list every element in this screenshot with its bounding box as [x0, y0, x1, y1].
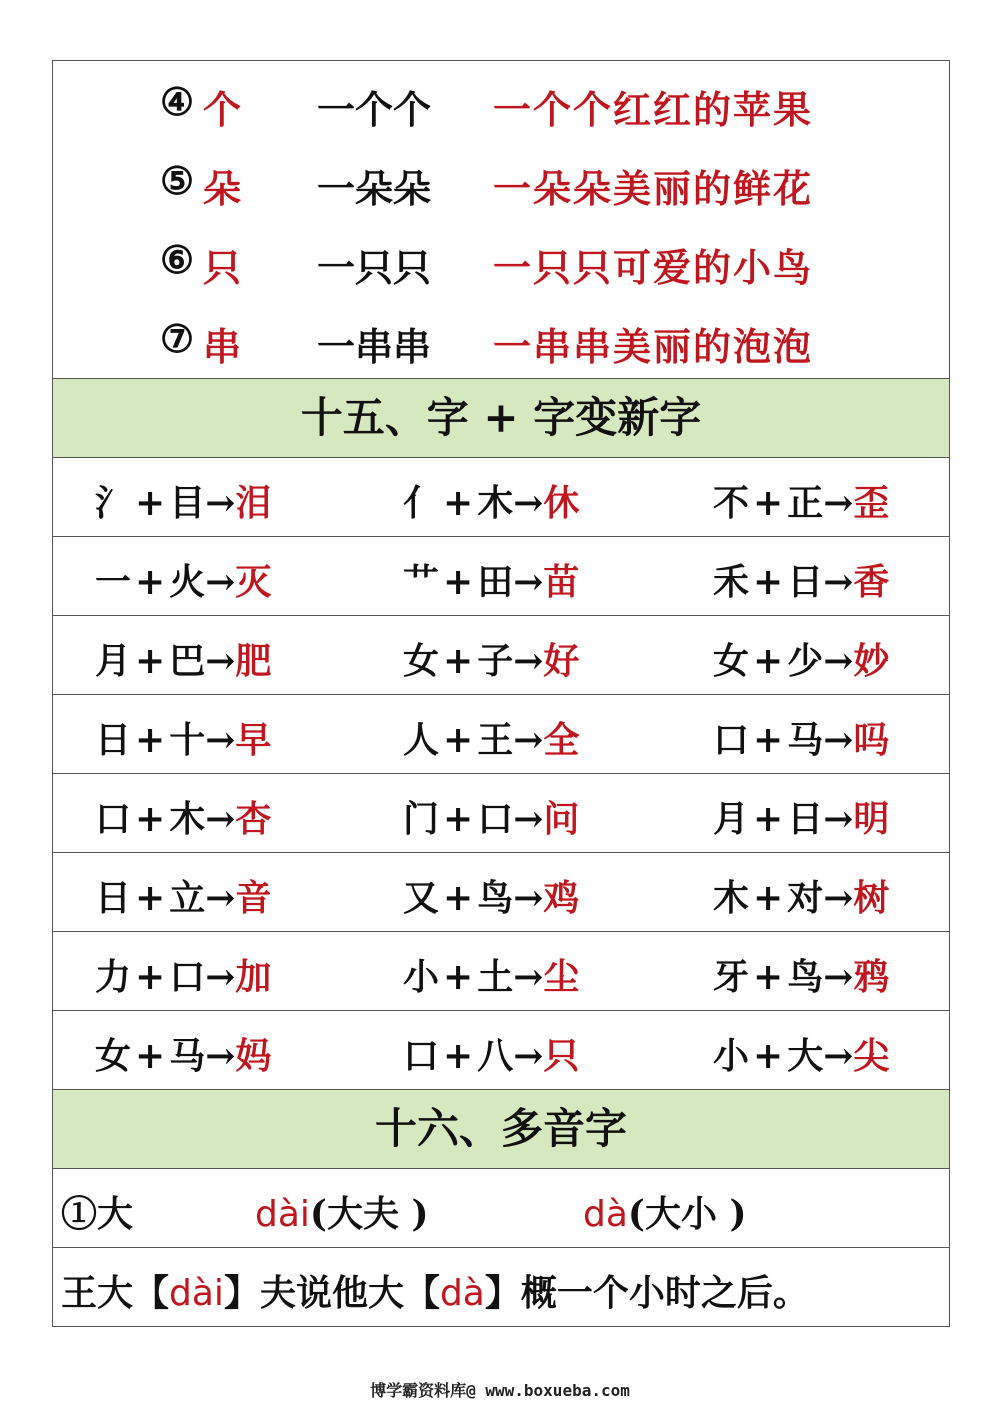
plus-sign: + — [443, 640, 474, 682]
combo-equation — [403, 791, 579, 842]
combo-result: 明 — [853, 798, 890, 840]
combo-result: 苗 — [543, 561, 580, 603]
arrow-icon: → — [205, 798, 236, 840]
item-number: ⑤ — [160, 158, 195, 203]
arrow-icon: → — [823, 1035, 854, 1077]
example-sentence — [61, 1265, 809, 1316]
reduplication: 一串串 — [317, 324, 432, 369]
plus-sign: + — [753, 561, 784, 603]
character-combination-table — [53, 458, 949, 1090]
arrow-icon: → — [823, 956, 854, 998]
combo-result: 泪 — [235, 482, 272, 524]
combo-part-a: 门 — [403, 798, 440, 840]
combo-part-a: 口 — [713, 719, 750, 761]
arrow-icon: → — [513, 640, 544, 682]
combo-equation — [713, 475, 889, 526]
combo-part-a: 月 — [713, 798, 750, 840]
combo-result: 早 — [235, 719, 272, 761]
combo-part-b: 少 — [787, 640, 824, 682]
plus-sign: + — [443, 719, 474, 761]
combo-equation — [403, 475, 579, 526]
combo-part-b: 巴 — [169, 640, 206, 682]
combo-row — [53, 616, 949, 695]
combo-part-b: 木 — [477, 482, 514, 524]
combo-result: 加 — [235, 956, 272, 998]
combo-part-b: 正 — [787, 482, 824, 524]
combo-part-a: 又 — [403, 877, 440, 919]
combo-equation — [403, 633, 579, 684]
combo-part-a: 日 — [95, 719, 132, 761]
combo-result: 音 — [235, 877, 272, 919]
combo-equation — [713, 870, 889, 921]
combo-part-a: 女 — [403, 640, 440, 682]
combo-row — [53, 932, 949, 1011]
arrow-icon: → — [513, 877, 544, 919]
combo-equation — [713, 712, 889, 763]
plus-sign: + — [135, 1035, 166, 1077]
combo-equation — [713, 791, 889, 842]
sentence-part: 】夫说他大【 — [223, 1272, 440, 1314]
combo-part-b: 对 — [787, 877, 824, 919]
measure-word-row — [53, 308, 949, 368]
combo-part-a: 人 — [403, 719, 440, 761]
pinyin-2: dà — [583, 1194, 628, 1235]
combo-equation — [95, 791, 271, 842]
reading-2 — [583, 1186, 747, 1237]
plus-sign: + — [753, 798, 784, 840]
example-phrase: 一只只可爱的小鸟 — [493, 245, 814, 290]
arrow-icon: → — [513, 719, 544, 761]
combo-equation — [713, 1028, 889, 1079]
combo-row — [53, 695, 949, 774]
combo-equation — [95, 475, 271, 526]
worksheet — [52, 60, 950, 1327]
plus-sign: + — [443, 877, 474, 919]
combo-equation — [95, 949, 271, 1000]
arrow-icon: → — [823, 482, 854, 524]
reduplication: 一个个 — [317, 87, 432, 132]
arrow-icon: → — [823, 561, 854, 603]
combo-part-a: 木 — [713, 877, 750, 919]
combo-part-b: 八 — [477, 1035, 514, 1077]
plus-sign: + — [443, 561, 474, 603]
arrow-icon: → — [513, 561, 544, 603]
measure-word-char: 朵 — [203, 166, 242, 211]
example-2: (大小 ) — [627, 1193, 747, 1235]
section-16-heading: 十六、多音字 — [53, 1090, 949, 1169]
combo-part-b: 马 — [169, 1035, 206, 1077]
combo-part-b: 木 — [169, 798, 206, 840]
pinyin-1: dài — [255, 1194, 310, 1235]
arrow-icon: → — [823, 719, 854, 761]
combo-part-b: 子 — [477, 640, 514, 682]
combo-result: 树 — [853, 877, 890, 919]
footer-watermark: 博学霸资料库@ www.boxueba.com — [370, 1381, 630, 1400]
example-phrase: 一朵朵美丽的鲜花 — [493, 166, 814, 211]
combo-row — [53, 458, 949, 537]
combo-equation — [713, 554, 889, 605]
example-phrase: 一个个红红的苹果 — [493, 87, 814, 132]
example-sentence-row — [53, 1248, 949, 1327]
combo-part-a: 女 — [713, 640, 750, 682]
plus-sign: + — [135, 798, 166, 840]
measure-word-char: 只 — [203, 245, 242, 290]
sentence-pinyin: dài — [169, 1273, 224, 1314]
combo-part-a: 艹 — [403, 561, 440, 603]
combo-part-a: 女 — [95, 1035, 132, 1077]
combo-row — [53, 774, 949, 853]
plus-sign: + — [753, 640, 784, 682]
combo-part-a: 日 — [95, 877, 132, 919]
plus-sign: + — [443, 482, 474, 524]
combo-result: 歪 — [853, 482, 890, 524]
combo-part-a: 禾 — [713, 561, 750, 603]
combo-part-b: 大 — [787, 1035, 824, 1077]
combo-part-a: 口 — [403, 1035, 440, 1077]
sentence-pinyin: dà — [439, 1273, 485, 1314]
plus-sign: + — [443, 956, 474, 998]
item-number: ⑥ — [160, 237, 195, 282]
reduplication: 一只只 — [317, 245, 432, 290]
combo-part-b: 口 — [477, 798, 514, 840]
combo-part-b: 鸟 — [477, 877, 514, 919]
combo-result: 问 — [543, 798, 580, 840]
arrow-icon: → — [205, 482, 236, 524]
arrow-icon: → — [513, 1035, 544, 1077]
combo-result: 妙 — [853, 640, 890, 682]
combo-equation — [713, 949, 889, 1000]
combo-result: 鸦 — [853, 956, 890, 998]
combo-result: 鸡 — [543, 877, 580, 919]
combo-equation — [403, 949, 579, 1000]
combo-part-b: 马 — [787, 719, 824, 761]
combo-part-b: 目 — [169, 482, 206, 524]
combo-equation — [403, 870, 579, 921]
combo-equation — [403, 1028, 579, 1079]
combo-result: 全 — [543, 719, 580, 761]
sentence-part: 王大【 — [61, 1272, 170, 1314]
example-1: (大夫 ) — [309, 1193, 429, 1235]
combo-part-a: 一 — [95, 561, 132, 603]
combo-equation — [95, 712, 271, 763]
combo-equation — [713, 633, 889, 684]
measure-word-char: 串 — [203, 324, 242, 369]
arrow-icon: → — [205, 877, 236, 919]
arrow-icon: → — [205, 719, 236, 761]
measure-word-row — [53, 71, 949, 131]
combo-part-a: 氵 — [95, 482, 132, 524]
combo-result: 只 — [543, 1035, 580, 1077]
combo-result: 杏 — [235, 798, 272, 840]
combo-part-b: 立 — [169, 877, 206, 919]
combo-result: 妈 — [235, 1035, 272, 1077]
combo-part-b: 火 — [169, 561, 206, 603]
combo-part-b: 日 — [787, 798, 824, 840]
measure-word-char: 个 — [203, 87, 242, 132]
combo-part-b: 日 — [787, 561, 824, 603]
plus-sign: + — [753, 719, 784, 761]
polyphone-char: ①大 — [61, 1193, 134, 1235]
plus-sign: + — [753, 482, 784, 524]
combo-result: 灭 — [235, 561, 272, 603]
combo-equation — [403, 554, 579, 605]
combo-row — [53, 853, 949, 932]
combo-result: 尘 — [543, 956, 580, 998]
reading-1 — [255, 1186, 429, 1237]
arrow-icon: → — [513, 482, 544, 524]
combo-part-a: 牙 — [713, 956, 750, 998]
plus-sign: + — [443, 798, 474, 840]
arrow-icon: → — [205, 956, 236, 998]
arrow-icon: → — [205, 640, 236, 682]
combo-part-b: 十 — [169, 719, 206, 761]
combo-row — [53, 537, 949, 616]
combo-part-a: 不 — [713, 482, 750, 524]
combo-part-a: 力 — [95, 956, 132, 998]
combo-part-b: 口 — [169, 956, 206, 998]
combo-part-a: 亻 — [403, 482, 440, 524]
combo-equation — [403, 712, 579, 763]
combo-part-b: 王 — [477, 719, 514, 761]
example-phrase: 一串串美丽的泡泡 — [493, 324, 814, 369]
combo-equation — [95, 633, 271, 684]
combo-equation — [95, 554, 271, 605]
combo-result: 好 — [543, 640, 580, 682]
arrow-icon: → — [205, 1035, 236, 1077]
combo-part-a: 口 — [95, 798, 132, 840]
combo-result: 肥 — [235, 640, 272, 682]
combo-result: 休 — [543, 482, 580, 524]
plus-sign: + — [753, 1035, 784, 1077]
plus-sign: + — [135, 719, 166, 761]
combo-part-b: 土 — [477, 956, 514, 998]
combo-result: 吗 — [853, 719, 890, 761]
plus-sign: + — [135, 877, 166, 919]
combo-result: 尖 — [853, 1035, 890, 1077]
combo-part-b: 鸟 — [787, 956, 824, 998]
plus-sign: + — [135, 561, 166, 603]
plus-sign: + — [753, 956, 784, 998]
combo-equation — [95, 1028, 271, 1079]
combo-part-a: 小 — [713, 1035, 750, 1077]
measure-word-row — [53, 150, 949, 210]
combo-part-b: 田 — [477, 561, 514, 603]
arrow-icon: → — [513, 798, 544, 840]
combo-equation — [95, 870, 271, 921]
plus-sign: + — [135, 640, 166, 682]
arrow-icon: → — [823, 877, 854, 919]
polyphone-row — [53, 1169, 949, 1248]
section-15-heading: 十五、字 + 字变新字 — [53, 379, 949, 458]
measure-word-row — [53, 229, 949, 289]
arrow-icon: → — [205, 561, 236, 603]
plus-sign: + — [753, 877, 784, 919]
combo-part-a: 月 — [95, 640, 132, 682]
measure-word-block — [53, 61, 949, 379]
plus-sign: + — [135, 482, 166, 524]
plus-sign: + — [443, 1035, 474, 1077]
combo-result: 香 — [853, 561, 890, 603]
arrow-icon: → — [823, 640, 854, 682]
sentence-part: 】概一个小时之后。 — [484, 1272, 809, 1314]
combo-part-a: 小 — [403, 956, 440, 998]
item-number: ④ — [160, 79, 195, 124]
reduplication: 一朵朵 — [317, 166, 432, 211]
item-number: ⑦ — [160, 316, 195, 361]
arrow-icon: → — [823, 798, 854, 840]
plus-sign: + — [135, 956, 166, 998]
arrow-icon: → — [513, 956, 544, 998]
combo-row — [53, 1011, 949, 1090]
